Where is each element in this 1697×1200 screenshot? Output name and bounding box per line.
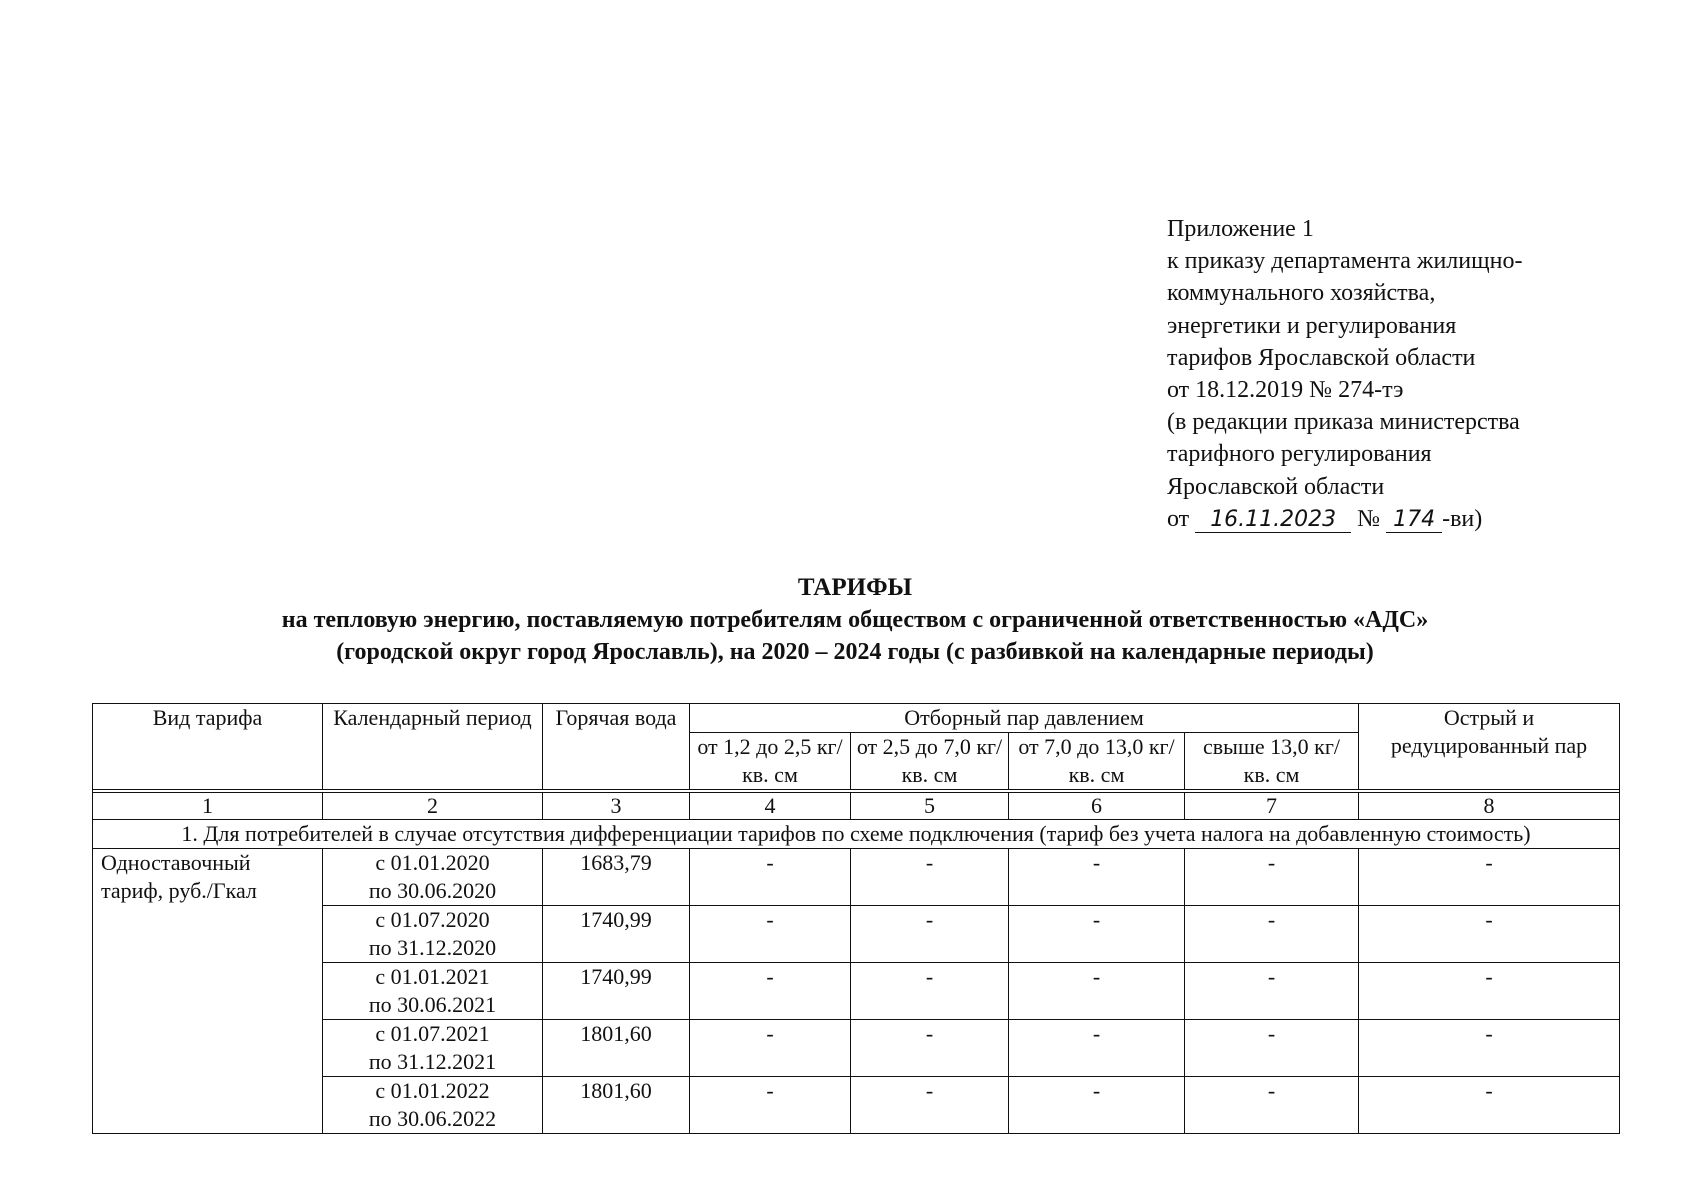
value-cell: - xyxy=(1359,963,1620,1020)
value-cell: - xyxy=(1185,963,1359,1020)
hot-water-price: 1683,79 xyxy=(543,849,690,906)
period-to: по 30.06.2020 xyxy=(368,878,497,903)
column-number: 4 xyxy=(690,793,851,820)
value-cell: - xyxy=(1185,1020,1359,1077)
value-cell: - xyxy=(1359,1077,1620,1134)
document-title xyxy=(90,572,1620,668)
period-cell xyxy=(323,1020,543,1077)
column-number: 8 xyxy=(1359,793,1620,820)
value-cell: - xyxy=(690,1020,851,1077)
header-steam-group: Отборный пар давлением xyxy=(690,704,1359,733)
appendix-line: тарифов Ярославской области xyxy=(1167,344,1476,371)
period-to: по 31.12.2021 xyxy=(368,1049,497,1074)
tariff-kind: Одноставочный тариф, руб./Гкал xyxy=(93,849,323,1134)
header-sharp-steam: Острый и редуцированный пар xyxy=(1359,704,1620,790)
title-line-1: на тепловую энергию, поставляемую потребителям обществом с ограниченной ответственностью «АДС» xyxy=(281,607,1429,633)
header-pressure-2: от 2,5 до 7,0 кг/ кв. см xyxy=(851,733,1009,790)
hot-water-price: 1740,99 xyxy=(543,906,690,963)
handwritten-date: 16.11.2023 xyxy=(1195,508,1351,533)
column-number: 2 xyxy=(323,793,543,820)
header-hot-water: Горячая вода xyxy=(543,704,690,790)
value-cell: - xyxy=(851,1020,1009,1077)
column-number: 5 xyxy=(851,793,1009,820)
handwritten-number: 174 xyxy=(1386,508,1442,533)
table-row xyxy=(93,1077,1620,1134)
appendix-line: Приложение 1 xyxy=(1167,216,1314,242)
table-row xyxy=(93,1020,1620,1077)
header-kind: Вид тарифа xyxy=(93,704,323,790)
header-pressure-1: от 1,2 до 2,5 кг/ кв. см xyxy=(690,733,851,790)
value-cell: - xyxy=(1359,906,1620,963)
header-pressure-4: свыше 13,0 кг/ кв. см xyxy=(1185,733,1359,790)
appendix-line: Ярославской области xyxy=(1167,473,1385,500)
hot-water-price: 1740,99 xyxy=(543,963,690,1020)
value-cell: - xyxy=(851,906,1009,963)
period-cell xyxy=(323,963,543,1020)
title-line-2: (городской округ город Ярославль), на 2020 – 2024 годы (с разбивкой на календарные периоды) xyxy=(336,639,1374,665)
value-cell: - xyxy=(851,849,1009,906)
value-cell: - xyxy=(690,963,851,1020)
appendix-line: к приказу департамента жилищно- xyxy=(1167,248,1523,275)
appendix-line: от 18.12.2019 № 274-тэ xyxy=(1167,377,1404,404)
header-row-1 xyxy=(93,704,1620,733)
value-cell: - xyxy=(1009,1077,1185,1134)
column-numbers-row xyxy=(93,793,1620,820)
column-number: 7 xyxy=(1185,793,1359,820)
period-from: с 01.01.2020 xyxy=(375,850,490,875)
appendix-order-line xyxy=(1167,503,1647,535)
column-number: 1 xyxy=(93,793,323,820)
appendix-line: (в редакции приказа министерства xyxy=(1167,409,1520,436)
value-cell: - xyxy=(851,1077,1009,1134)
value-cell: - xyxy=(1185,906,1359,963)
header-pressure-3: от 7,0 до 13,0 кг/ кв. см xyxy=(1009,733,1185,790)
value-cell: - xyxy=(1009,1020,1185,1077)
table-row xyxy=(93,906,1620,963)
column-number: 6 xyxy=(1009,793,1185,820)
section-1-title: 1. Для потребителей в случае отсутствия дифференциации тарифов по схеме подключения (тариф без учета налога на добавленную стоимость) xyxy=(93,820,1620,849)
period-to: по 30.06.2021 xyxy=(368,992,497,1017)
value-cell: - xyxy=(1185,1077,1359,1134)
period-cell xyxy=(323,1077,543,1134)
title-main: ТАРИФЫ xyxy=(797,574,913,601)
period-cell xyxy=(323,849,543,906)
appendix-line: энергетики и регулирования xyxy=(1167,312,1457,339)
period-from: с 01.01.2022 xyxy=(375,1078,490,1103)
order-suffix: -ви) xyxy=(1442,505,1483,532)
order-prefix: от xyxy=(1167,505,1190,532)
value-cell: - xyxy=(1009,849,1185,906)
hot-water-price: 1801,60 xyxy=(543,1077,690,1134)
period-to: по 31.12.2020 xyxy=(368,935,497,960)
table-row xyxy=(93,849,1620,906)
hot-water-price: 1801,60 xyxy=(543,1020,690,1077)
period-from: с 01.01.2021 xyxy=(375,964,490,989)
value-cell: - xyxy=(1009,963,1185,1020)
section-1-row xyxy=(93,820,1620,849)
value-cell: - xyxy=(851,963,1009,1020)
value-cell: - xyxy=(1185,849,1359,906)
header-period: Календарный период xyxy=(323,704,543,790)
value-cell: - xyxy=(690,849,851,906)
tariffs-table xyxy=(92,703,1620,1134)
appendix-header xyxy=(1167,213,1647,535)
number-sign: № xyxy=(1357,505,1381,532)
appendix-line: тарифного регулирования xyxy=(1167,441,1432,468)
period-cell xyxy=(323,906,543,963)
column-number: 3 xyxy=(543,793,690,820)
period-from: с 01.07.2021 xyxy=(375,1021,490,1046)
value-cell: - xyxy=(690,1077,851,1134)
period-from: с 01.07.2020 xyxy=(375,907,490,932)
value-cell: - xyxy=(1359,849,1620,906)
table-row xyxy=(93,963,1620,1020)
value-cell: - xyxy=(1009,906,1185,963)
value-cell: - xyxy=(1359,1020,1620,1077)
appendix-line: коммунального хозяйства, xyxy=(1167,280,1436,307)
period-to: по 30.06.2022 xyxy=(368,1106,497,1131)
value-cell: - xyxy=(690,906,851,963)
